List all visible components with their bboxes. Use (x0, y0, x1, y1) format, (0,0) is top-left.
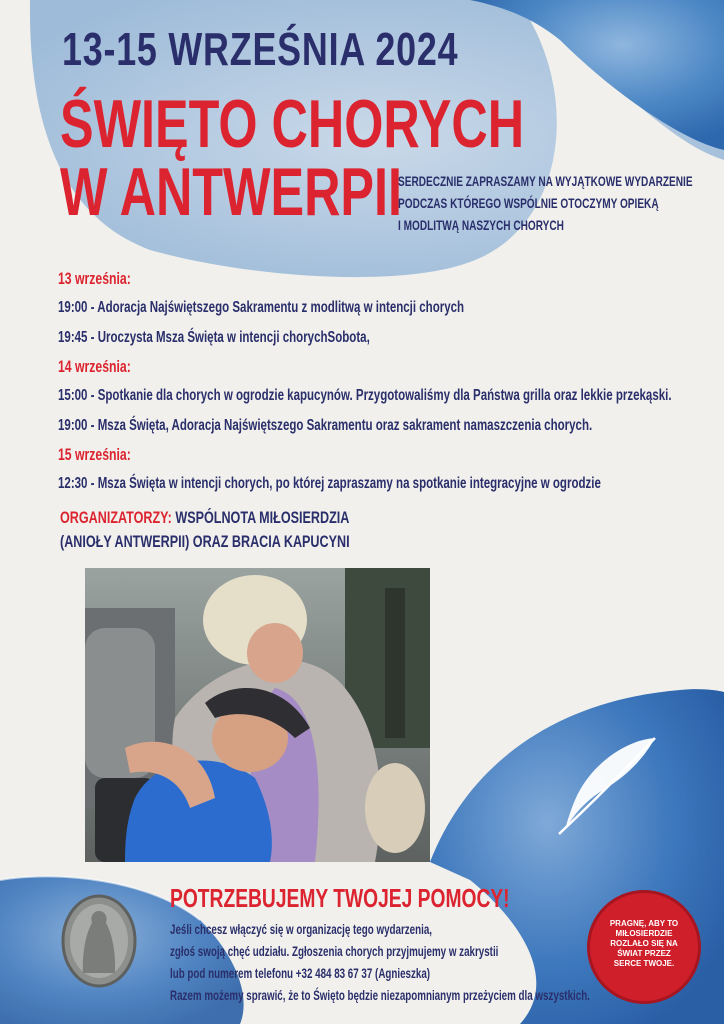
help-line: zgłoś swoją chęć udziału. Zgłoszenia chorych przyjmujemy w zakrystii (170, 943, 499, 959)
invitation-line: I MODLITWĄ NASZYCH CHORYCH (398, 217, 564, 233)
help-line: lub pod numerem telefonu +32 484 83 67 37 (Agnieszka) (170, 965, 431, 981)
schedule-item: 12:30 - Msza Święta w intencji chorych, po której zapraszamy na spotkanie integracyjne w ogrodzie (58, 475, 601, 492)
schedule-item: 19:00 - Msza Święta, Adoracja Najświętszego Sakramentu oraz sakrament namaszczenia chorych. (58, 417, 593, 434)
event-photo (85, 568, 430, 862)
invitation-line: PODCZAS KTÓREGO WSPÓLNIE OTOCZYMY OPIEKĄ (398, 195, 659, 211)
badge-line: MIŁOSIERDZIE (615, 929, 673, 938)
badge-line: SERCE TWOJE. (613, 959, 675, 968)
event-title-line1: ŚWIĘTO CHORYCH (60, 86, 525, 162)
invitation-text (398, 170, 693, 236)
help-text (170, 918, 590, 1006)
help-line: Razem możemy sprawić, że to Święto będzie niezapomnianym przeżyciem dla wszystkich. (170, 987, 590, 1003)
badge-line: ŚWIAT PRZEZ (617, 949, 671, 958)
feather-icon (545, 730, 665, 840)
help-line: Jeśli chcesz włączyć się w organizację tego wydarzenia, (170, 921, 432, 937)
event-date: 13-15 WRZEŚNIA 2024 (62, 23, 459, 75)
invitation-line: SERDECZNIE ZAPRASZAMY NA WYJĄTKOWE WYDARZENIE (398, 173, 693, 189)
schedule-item: 15:00 - Spotkanie dla chorych w ogrodzie kapucynów. Przygotowaliśmy dla Państwa grilla oraz lekkie przekąski. (58, 387, 672, 404)
miraculous-medal-icon (60, 893, 138, 989)
quote-badge (590, 893, 698, 1001)
help-title: POTRZEBUJEMY TWOJEJ POMOCY! (170, 883, 510, 913)
schedule-item: 19:45 - Uroczysta Msza Święta w intencji chorychSobota, (58, 329, 370, 346)
schedule-item: 19:00 - Adoracja Najświętszego Sakramentu z modlitwą w intencji chorych (58, 299, 465, 316)
schedule-day-heading: 14 września: (58, 357, 131, 376)
schedule (58, 265, 706, 499)
organizers (60, 506, 350, 554)
schedule-day-heading: 13 września: (58, 269, 131, 288)
organizers-label: ORGANIZATORZY: (60, 508, 172, 527)
badge-line: PRAGNĘ, ABY TO (609, 919, 679, 928)
badge-line: ROZLAŁO SIĘ NA (610, 939, 678, 948)
organizers-line2: (ANIOŁY ANTWERPII) ORAZ BRACIA KAPUCYNI (60, 532, 350, 551)
schedule-day-heading: 15 września: (58, 445, 131, 464)
organizers-line1: WSPÓLNOTA MIŁOSIERDZIA (175, 508, 350, 527)
event-title-line2: W ANTWERPII (60, 154, 402, 230)
